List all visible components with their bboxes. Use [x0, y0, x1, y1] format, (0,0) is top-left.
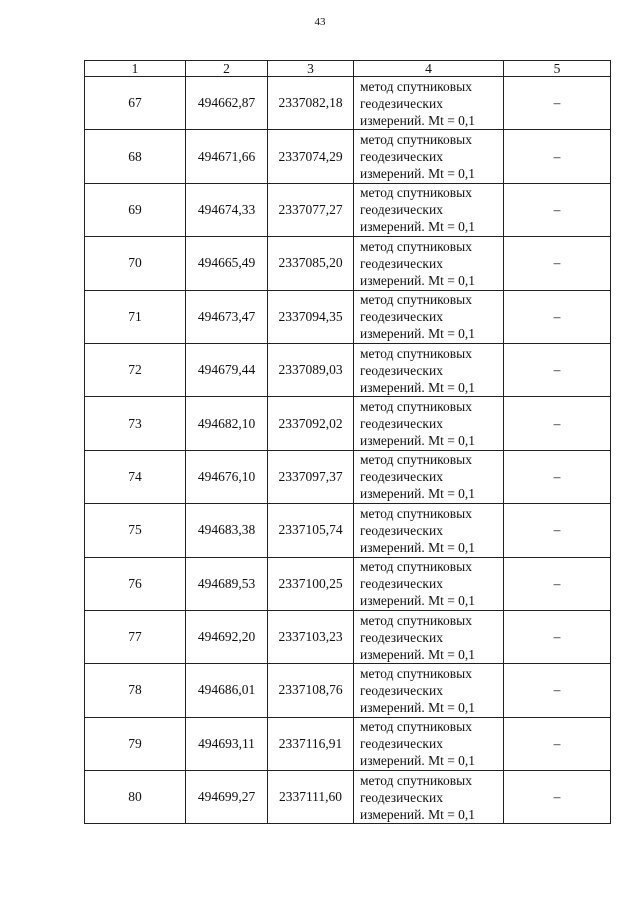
table-row — [85, 290, 611, 343]
method-text-line: метод спутниковых — [360, 238, 472, 254]
method-text-line: измерений. Mt = 0,1 — [360, 166, 476, 182]
table-row — [85, 717, 611, 770]
column-header: 2 — [186, 61, 268, 77]
x-coordinate-cell: 494683,38 — [186, 504, 268, 557]
x-coordinate-cell: 494679,44 — [186, 343, 268, 396]
point-number-cell: 68 — [85, 130, 186, 183]
method-cell — [354, 450, 504, 503]
y-coordinate-cell: 2337094,35 — [268, 290, 354, 343]
note-cell: – — [504, 557, 611, 610]
page-number: 43 — [314, 16, 326, 28]
method-text-line: геодезических — [360, 682, 443, 698]
note-cell: – — [504, 610, 611, 663]
method-cell — [354, 610, 504, 663]
method-cell — [354, 664, 504, 717]
point-number-cell: 73 — [85, 397, 186, 450]
column-header: 1 — [85, 61, 186, 77]
y-coordinate-cell: 2337097,37 — [268, 450, 354, 503]
method-text-line: геодезических — [360, 469, 443, 485]
method-text-line: геодезических — [360, 522, 443, 538]
point-number-cell: 70 — [85, 237, 186, 290]
method-text-line: геодезических — [360, 202, 443, 218]
table-row — [85, 504, 611, 557]
method-text-line: геодезических — [360, 309, 443, 325]
note-cell: – — [504, 664, 611, 717]
method-text-line: метод спутниковых — [360, 612, 472, 628]
y-coordinate-cell: 2337103,23 — [268, 610, 354, 663]
point-number-cell: 80 — [85, 771, 186, 824]
x-coordinate-cell: 494676,10 — [186, 450, 268, 503]
method-text-line: метод спутниковых — [360, 505, 472, 521]
method-cell — [354, 717, 504, 770]
note-cell: – — [504, 771, 611, 824]
method-text-line: геодезических — [360, 255, 443, 271]
method-text-line: измерений. Mt = 0,1 — [360, 699, 476, 715]
method-text-line: метод спутниковых — [360, 399, 472, 415]
point-number-cell: 74 — [85, 450, 186, 503]
method-cell — [354, 343, 504, 396]
x-coordinate-cell: 494693,11 — [186, 717, 268, 770]
table-row — [85, 183, 611, 236]
column-header: 3 — [268, 61, 354, 77]
note-cell: – — [504, 450, 611, 503]
x-coordinate-cell: 494689,53 — [186, 557, 268, 610]
method-text-line: метод спутниковых — [360, 719, 472, 735]
coordinates-table — [84, 60, 611, 824]
point-number-cell: 76 — [85, 557, 186, 610]
point-number-cell: 79 — [85, 717, 186, 770]
y-coordinate-cell: 2337089,03 — [268, 343, 354, 396]
method-text-line: метод спутниковых — [360, 559, 472, 575]
method-text-line: метод спутниковых — [360, 292, 472, 308]
column-header: 5 — [504, 61, 611, 77]
method-text-line: измерений. Mt = 0,1 — [360, 539, 476, 555]
method-text-line: метод спутниковых — [360, 772, 472, 788]
method-text-line: геодезических — [360, 149, 443, 165]
method-text-line: измерений. Mt = 0,1 — [360, 272, 476, 288]
table-row — [85, 343, 611, 396]
method-text-line: измерений. Mt = 0,1 — [360, 433, 476, 449]
point-number-cell: 77 — [85, 610, 186, 663]
method-text-line: метод спутниковых — [360, 132, 472, 148]
note-cell: – — [504, 397, 611, 450]
method-text-line: измерений. Mt = 0,1 — [360, 593, 476, 609]
table-row — [85, 664, 611, 717]
table-row — [85, 237, 611, 290]
point-number-cell: 69 — [85, 183, 186, 236]
method-text-line: геодезических — [360, 416, 443, 432]
x-coordinate-cell: 494686,01 — [186, 664, 268, 717]
x-coordinate-cell: 494682,10 — [186, 397, 268, 450]
table-header-row — [85, 61, 611, 77]
method-text-line: геодезических — [360, 736, 443, 752]
point-number-cell: 72 — [85, 343, 186, 396]
x-coordinate-cell: 494699,27 — [186, 771, 268, 824]
method-text-line: метод спутниковых — [360, 185, 472, 201]
method-cell — [354, 397, 504, 450]
table-row — [85, 130, 611, 183]
method-cell — [354, 557, 504, 610]
method-cell — [354, 130, 504, 183]
method-cell — [354, 183, 504, 236]
method-text-line: метод спутниковых — [360, 345, 472, 361]
note-cell: – — [504, 183, 611, 236]
method-text-line: измерений. Mt = 0,1 — [360, 112, 476, 128]
table-row — [85, 77, 611, 130]
x-coordinate-cell: 494674,33 — [186, 183, 268, 236]
y-coordinate-cell: 2337092,02 — [268, 397, 354, 450]
x-coordinate-cell: 494662,87 — [186, 77, 268, 130]
table-row — [85, 557, 611, 610]
note-cell: – — [504, 130, 611, 183]
note-cell: – — [504, 237, 611, 290]
method-cell — [354, 77, 504, 130]
y-coordinate-cell: 2337108,76 — [268, 664, 354, 717]
table-row — [85, 450, 611, 503]
method-text-line: измерений. Mt = 0,1 — [360, 486, 476, 502]
note-cell: – — [504, 77, 611, 130]
point-number-cell: 75 — [85, 504, 186, 557]
point-number-cell: 71 — [85, 290, 186, 343]
y-coordinate-cell: 2337116,91 — [268, 717, 354, 770]
method-cell — [354, 237, 504, 290]
method-text-line: измерений. Mt = 0,1 — [360, 379, 476, 395]
method-text-line: измерений. Mt = 0,1 — [360, 646, 476, 662]
method-cell — [354, 504, 504, 557]
x-coordinate-cell: 494671,66 — [186, 130, 268, 183]
method-text-line: измерений. Mt = 0,1 — [360, 326, 476, 342]
note-cell: – — [504, 343, 611, 396]
method-text-line: геодезических — [360, 576, 443, 592]
method-text-line: измерений. Mt = 0,1 — [360, 753, 476, 769]
y-coordinate-cell: 2337082,18 — [268, 77, 354, 130]
y-coordinate-cell: 2337111,60 — [268, 771, 354, 824]
method-text-line: геодезических — [360, 362, 443, 378]
table-row — [85, 610, 611, 663]
note-cell: – — [504, 717, 611, 770]
note-cell: – — [504, 290, 611, 343]
y-coordinate-cell: 2337074,29 — [268, 130, 354, 183]
y-coordinate-cell: 2337105,74 — [268, 504, 354, 557]
x-coordinate-cell: 494692,20 — [186, 610, 268, 663]
table-row — [85, 397, 611, 450]
table-row — [85, 771, 611, 824]
method-cell — [354, 771, 504, 824]
point-number-cell: 67 — [85, 77, 186, 130]
y-coordinate-cell: 2337077,27 — [268, 183, 354, 236]
x-coordinate-cell: 494665,49 — [186, 237, 268, 290]
method-text-line: измерений. Mt = 0,1 — [360, 806, 476, 822]
method-text-line: геодезических — [360, 789, 443, 805]
x-coordinate-cell: 494673,47 — [186, 290, 268, 343]
column-header: 4 — [354, 61, 504, 77]
method-text-line: измерений. Mt = 0,1 — [360, 219, 476, 235]
method-text-line: метод спутниковых — [360, 665, 472, 681]
method-text-line: метод спутниковых — [360, 78, 472, 94]
method-text-line: метод спутниковых — [360, 452, 472, 468]
method-text-line: геодезических — [360, 629, 443, 645]
y-coordinate-cell: 2337085,20 — [268, 237, 354, 290]
method-cell — [354, 290, 504, 343]
y-coordinate-cell: 2337100,25 — [268, 557, 354, 610]
note-cell: – — [504, 504, 611, 557]
method-text-line: геодезических — [360, 95, 443, 111]
point-number-cell: 78 — [85, 664, 186, 717]
